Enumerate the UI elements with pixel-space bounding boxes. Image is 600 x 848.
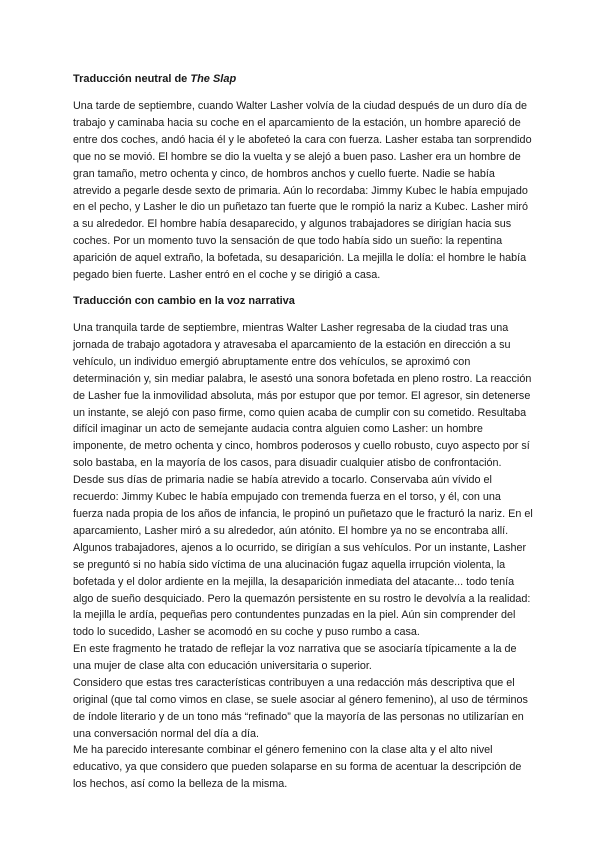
commentary-block [73, 641, 533, 793]
section-title-neutral [73, 71, 236, 87]
commentary-line: En este fragmento he tratado de reflejar la voz narrativa que se asociaría típicamente a la de una mujer de clase alta con educación universitaria o superior. [73, 643, 517, 672]
section-title-neutral-prefix: Traducción neutral de [73, 73, 191, 85]
commentary-line: Me ha parecido interesante combinar el género femenino con la clase alta y el alto nivel educativo, ya que considero que pueden solaparse en su forma de acentuar la descripción de los hechos, así como la belleza de la misma. [73, 744, 522, 791]
section-title-narrative-voice: Traducción con cambio en la voz narrativa [73, 295, 295, 307]
section-title-neutral-work: The Slap [190, 73, 237, 85]
neutral-translation-paragraph: Una tarde de septiembre, cuando Walter Lasher volvía de la ciudad después de un duro día de trabajo y caminaba hacia su coche en el aparcamiento de la estación, un hombre apareció de entre dos coches, andó hacia él y le abofeteó la cara con fuerza. Lasher estaba tan sorprendido que no se movió. El hombre se dio la vuelta y se alejó a buen paso. Lasher era un hombre de gran tamaño, metro ochenta y cinco, de hombros anchos y cuello fuerte. Nadie se había atrevido a pegarle desde sexto de primaria. Aún lo recordaba: Jimmy Kubec le había empujado en el pecho, y Lasher le dio un puñetazo tan fuerte que le rompió la nariz a Kubec. Lasher miró a su alrededor. El hombre había desaparecido, y algunos trabajadores se dirigían hacia sus coches. Por un momento tuvo la sensación de que todo había sido un sueño: la repentina aparición de aquel extraño, la bofetada, su desaparición. La mejilla le dolía: el hombre le había pegado bien fuerte. Lasher entró en el coche y se dirigió a casa. [73, 100, 532, 282]
commentary-line: Considero que estas tres características contribuyen a una redacción más descriptiva que el original (que tal como vimos en clase, se suele asociar al género femenino), al uso de términos de índole literario y de un tono más “refinado” que la mayoría de las personas no utilizarían en una conversación normal del día a día. [73, 676, 528, 740]
narrative-voice-paragraph: Una tranquila tarde de septiembre, mientras Walter Lasher regresaba de la ciudad tras una jornada de trabajo agotadora y atravesaba el aparcamiento de la estación en dirección a su vehículo, un individuo emergió abruptamente entre dos vehículos, se aproximó con determinación y, sin mediar palabra, le asestó una sonora bofetada en pleno rostro. La reacción de Lasher fue la inmovilidad absoluta, más por estupor que por temor. El agresor, sin detenerse un instante, se alejó con paso firme, como quien acaba de cumplir con su cometido. Resultaba difícil imaginar un acto de semejante audacia contra alguien como Lasher: un hombre imponente, de metro ochenta y cinco, hombros poderosos y cuello robusto, cuyo aspecto por sí solo bastaba, en la mayoría de los casos, para disuadir cualquier atisbo de confrontación. Desde sus días de primaria nadie se había atrevido a tocarlo. Conservaba aún vívido el recuerdo: Jimmy Kubec le había empujado con tremenda fuerza en el torso, y él, con una fuerza nada propia de los años de infancia, le propinó un puñetazo que le fracturó la nariz. En el aparcamiento, Lasher miró a su alrededor, aún atónito. El hombre ya no se encontraba allí. Algunos trabajadores, ajenos a lo ocurrido, se dirigían a sus vehículos. Por un instante, Lasher se preguntó si no había sido víctima de una alucinación fugaz aquella irrupción violenta, la bofetada y el dolor ardiente en la mejilla, la desaparición inmediata del atacante... todo tenía algo de sueño desquiciado. Pero la quemazón persistente en su rostro le devolvía a la realidad: la mejilla le ardía, pequeñas pero contundentes punzadas en la piel. Aún sin comprender del todo lo sucedido, Lasher se acomodó en su coche y puso rumbo a casa. [73, 322, 533, 639]
